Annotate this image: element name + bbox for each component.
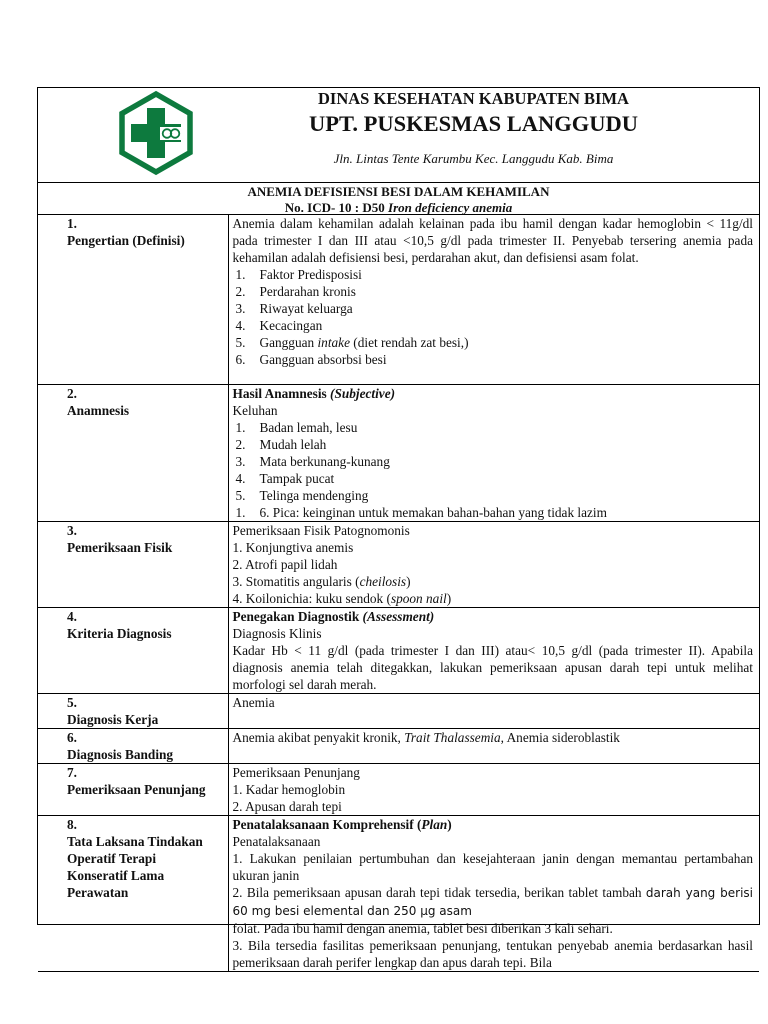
row-number: 1. <box>67 216 77 231</box>
row-label <box>38 215 228 384</box>
row-content <box>228 215 759 384</box>
row-content <box>228 384 759 521</box>
list-item-text: 3. Stomatitis angularis ( <box>232 573 360 589</box>
management-step: 1. Lakukan penilaian pertumbuhan dan kesejahteraan janin dengan memantau pertambahan ukuran janin <box>232 850 753 883</box>
management-step-text: darah yang berisi 60 mg besi elemental dan 250 μg asam <box>232 885 753 918</box>
list-item-text: 4. Koilonichia: kuku sendok ( <box>232 590 391 606</box>
row-label <box>38 815 228 971</box>
exam-heading: Pemeriksaan Fisik Patognomonis <box>232 522 410 538</box>
section-heading: Penatalaksanaan Komprehensif ( <box>232 816 422 832</box>
diagnosis-label: Diagnosis Klinis <box>232 625 322 641</box>
row-label <box>38 693 228 728</box>
document-header <box>38 88 759 183</box>
list-item-italic: intake <box>317 335 350 350</box>
list-item: 4. Tampak pucat <box>235 470 335 486</box>
section-heading: ) <box>447 816 452 832</box>
row-label-text: Pengertian (Definisi) <box>67 233 185 248</box>
row-label <box>38 384 228 521</box>
table-row <box>38 728 759 763</box>
list-item: 3. Mata berkunang-kunang <box>235 453 390 469</box>
list-item-text: Mata berkunang-kunang <box>259 453 390 469</box>
row-label-text: Anamnesis <box>67 402 130 418</box>
clinic-name: UPT. PUSKESMAS LANGGUDU <box>309 111 638 136</box>
management-step: folat. Pada ibu hamil dengan anemia, tablet besi diberikan 3 kali sehari. <box>232 920 613 936</box>
table-row <box>38 215 759 384</box>
list-item-text: ) <box>446 590 452 606</box>
row-label <box>38 607 228 693</box>
management-step: 3. Bila tersedia fasilitas pemeriksaan penunjang, tentukan penyebab anemia berdasarkan hasil pemeriksaan darah perifer lengkap dan apus darah tepi. Bila <box>232 937 753 970</box>
row-label-text: Diagnosis Kerja <box>67 711 159 727</box>
row-content <box>228 728 759 763</box>
list-item-text: Gangguan absorbsi besi <box>259 352 387 367</box>
row-content <box>228 815 759 971</box>
diagnosis-paragraph: Kadar Hb < 11 g/dl (pada trimester I dan III) atau< 10,5 g/dl (pada trimester II). Apabila diagnosis anemia telah ditegakkan, lakukan pemeriksaan apusan darah tepi untuk melihat morfologi sel darah merah. <box>232 642 753 692</box>
definition-paragraph: Anemia dalam kehamilan adalah kelainan pada ibu hamil dengan kadar hemoglobin < 11g/dl pada trimester I dan III atau <10,5 g/dl pada trimester II. Penyebab tersering anemia pada kehamilan adalah defisiensi besi, perdarahan akut, dan defisiensi asam folat. <box>232 216 753 265</box>
section-heading: Hasil Anamnesis <box>232 385 331 401</box>
title-line: ANEMIA DEFISIENSI BESI DALAM KEHAMILAN <box>247 184 550 199</box>
table-row <box>38 607 759 693</box>
agency-name: DINAS KESEHATAN KABUPATEN BIMA <box>318 89 629 108</box>
list-item: 5. Gangguan intake (diet rendah zat besi,) <box>235 335 469 350</box>
sop-table <box>38 215 759 972</box>
list-item <box>233 590 754 607</box>
differential-text: , Anemia sideroblastik <box>500 729 620 745</box>
list-item <box>233 573 754 590</box>
icd-code <box>38 200 759 216</box>
table-row <box>38 763 759 815</box>
row-content <box>228 607 759 693</box>
row-number: 7. <box>67 764 77 780</box>
row-label <box>38 763 228 815</box>
row-number: 4. <box>67 608 77 624</box>
complaint-label: Keluhan <box>232 402 278 418</box>
row-label-text: Pemeriksaan Fisik <box>67 539 173 555</box>
list-item-text: Perdarahan kronis <box>259 284 356 299</box>
list-item: 1. Badan lemah, lesu <box>235 419 358 435</box>
differential-text: Anemia akibat penyakit kronik, <box>232 729 405 745</box>
row-label <box>38 521 228 607</box>
table-row <box>38 693 759 728</box>
list-item-text: 6. Pica: keinginan untuk memakan bahan-bahan yang tidak lazim <box>259 504 607 520</box>
row-label-text: Pemeriksaan Penunjang <box>67 781 206 797</box>
list-item-text: Gangguan <box>259 335 318 350</box>
list-item-text: Kecacingan <box>259 318 323 333</box>
management-label: Penatalaksanaan <box>232 833 321 849</box>
list-item-italic: spoon nail <box>390 590 447 606</box>
list-item-italic: cheilosis <box>359 573 407 589</box>
list-item: 6. Gangguan absorbsi besi <box>235 352 387 367</box>
list-item: 4. Kecacingan <box>235 318 323 333</box>
list-item: 2. Mudah lelah <box>235 436 327 452</box>
section-heading-italic: (Subjective) <box>330 385 396 401</box>
section-heading: Penegakan Diagnostik <box>232 608 363 624</box>
list-item-text: Faktor Predisposisi <box>259 267 362 282</box>
list-item-text: Tampak pucat <box>259 470 335 486</box>
differential-italic: Trait Thalassemia <box>404 729 501 745</box>
row-content <box>228 763 759 815</box>
list-item: 2. Apusan darah tepi <box>232 798 342 814</box>
row-label-text: Diagnosis Banding <box>67 746 174 762</box>
list-item: 1. Kadar hemoglobin <box>232 781 346 797</box>
icd-code-name: Iron deficiency anemia <box>388 199 513 215</box>
row-content <box>228 521 759 607</box>
list-item: 3. Riwayat keluarga <box>235 301 353 316</box>
icd-code-prefix: No. ICD- 10 : D50 <box>284 199 389 215</box>
list-item: 5. Telinga mendenging <box>235 487 369 503</box>
list-item: 2. Atrofi papil lidah <box>232 556 338 572</box>
management-step <box>233 884 754 920</box>
list-item-text: Telinga mendenging <box>259 487 369 503</box>
list-item: 1. 6. Pica: keinginan untuk memakan bahan-bahan yang tidak lazim <box>235 504 607 520</box>
list-item: 2. Perdarahan kronis <box>235 284 356 299</box>
list-item-text: (diet rendah zat besi,) <box>349 335 469 350</box>
clinic-address: Jln. Lintas Tente Karumbu Kec. Langgudu Kab. Bima <box>333 151 614 166</box>
support-heading: Pemeriksaan Penunjang <box>232 764 360 780</box>
table-row <box>38 521 759 607</box>
document-title <box>38 183 759 215</box>
row-number: 8. <box>67 816 77 832</box>
list-item: 1. Faktor Predisposisi <box>235 267 362 282</box>
table-row <box>38 815 759 971</box>
row-number: 2. <box>67 385 77 401</box>
list-item: 1. Konjungtiva anemis <box>232 539 354 555</box>
section-heading-italic: Plan <box>421 816 448 832</box>
row-number: 3. <box>67 522 77 538</box>
table-row <box>38 384 759 521</box>
row-label-text: Tata Laksana Tindakan Operatif Terapi Konseratif Lama Perawatan <box>67 833 203 900</box>
section-heading-italic: (Assessment) <box>362 608 435 624</box>
management-step-text: 2. Bila pemeriksaan apusan darah tepi tidak tersedia, berikan tablet tambah <box>232 884 646 900</box>
list-item-text: Riwayat keluarga <box>259 301 353 316</box>
list-item-text: ) <box>406 573 411 589</box>
sop-document <box>37 87 760 970</box>
row-content: Anemia <box>228 693 759 728</box>
row-label-text: Kriteria Diagnosis <box>67 625 172 641</box>
list-item-text: Mudah lelah <box>259 436 327 452</box>
row-number: 5. <box>67 694 77 710</box>
row-number: 6. <box>67 729 77 745</box>
list-item-text: Badan lemah, lesu <box>259 419 358 435</box>
row-label <box>38 728 228 763</box>
